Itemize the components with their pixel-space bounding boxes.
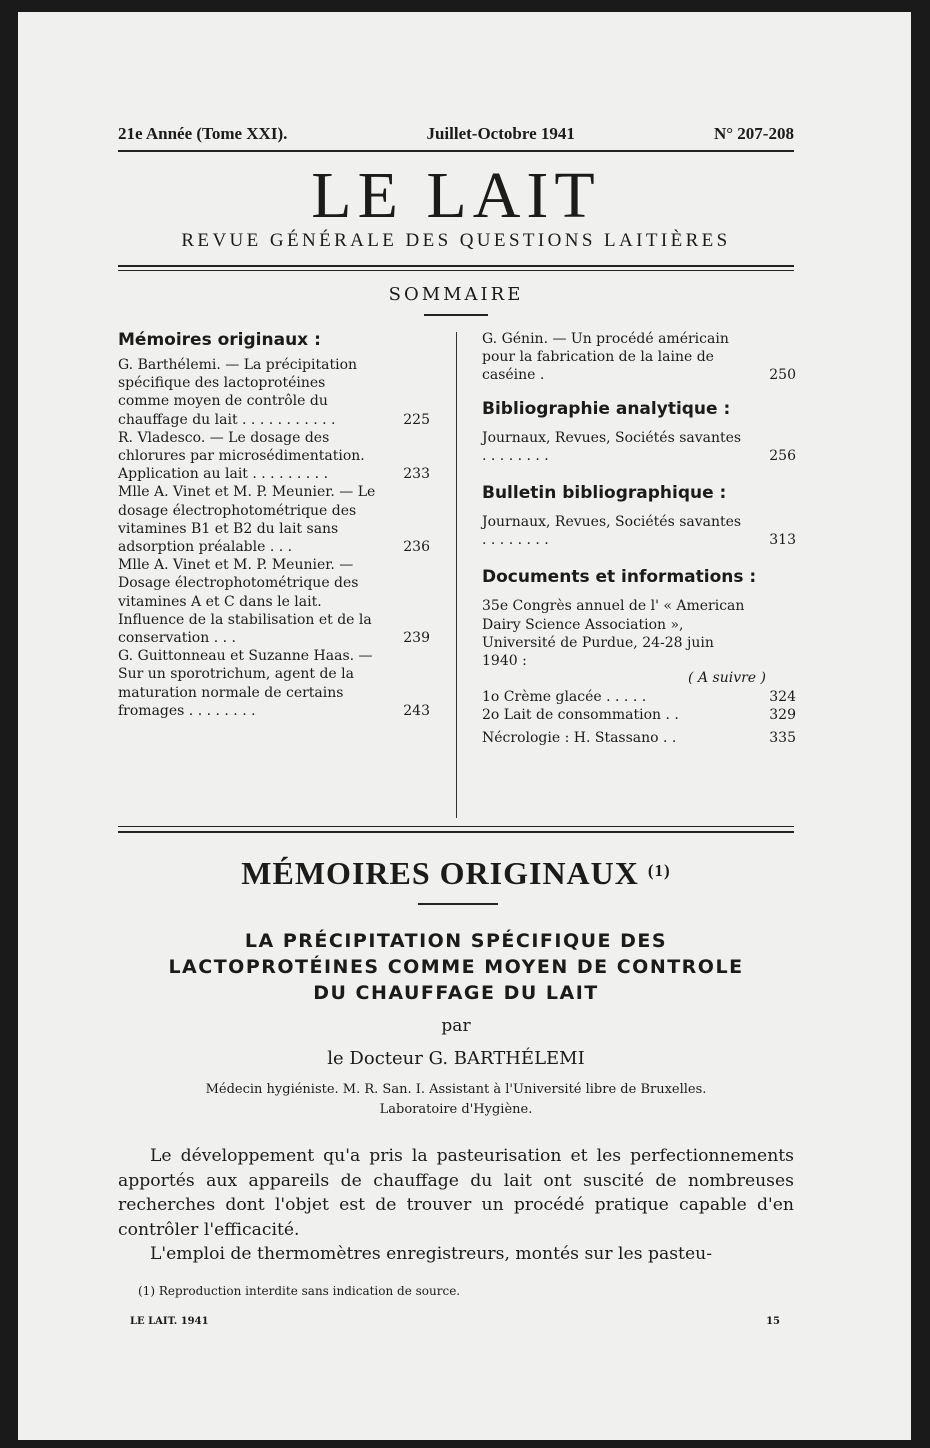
subtitle-rule-top [118, 265, 794, 267]
toc-entry-page: 335 [769, 729, 796, 746]
toc-entry [482, 597, 796, 670]
article-title-line: DU CHAUFFAGE DU LAIT [313, 982, 599, 1004]
sommaire-underline [424, 314, 488, 316]
toc-entry-page: 236 [403, 539, 430, 556]
section-title-text: MÉMOIRES ORIGINAUX [241, 855, 639, 891]
author-name: le Docteur G. BARTHÉLEMI [327, 1048, 585, 1069]
toc-entry [482, 513, 796, 549]
toc-entry-page: 233 [403, 466, 430, 483]
by-label: par [441, 1016, 471, 1036]
affiliation-line: Médecin hygiéniste. M. R. San. I. Assistant à l'Université libre de Bruxelles. [205, 1082, 707, 1097]
sommaire-rule-top [118, 826, 794, 827]
toc-entry-text: Journaux, Revues, Sociétés savantes . . . . . . . . [482, 514, 742, 549]
section-title-underline [418, 903, 498, 905]
toc-entry-page: 225 [403, 411, 430, 428]
issue-date: Juillet-Octobre 1941 [426, 124, 575, 143]
article-body [118, 1144, 794, 1267]
article-title-line: LACTOPROTÉINES COMME MOYEN DE CONTROLE [168, 956, 744, 978]
toc-entry-text: G. Barthélemi. — La précipitation spécifique des lactoprotéines comme moyen de contrôle du chauffage du lait . . . . . . . . . . . [118, 357, 358, 428]
toc-entry [118, 647, 430, 720]
journal-subtitle: REVUE GÉNÉRALE DES QUESTIONS LAITIÈRES [181, 230, 731, 251]
toc-entry-page: 329 [769, 707, 796, 724]
footnote: (1) Reproduction interdite sans indication de source. [138, 1284, 461, 1298]
toc-entry-page: 324 [769, 689, 796, 706]
section-bulletin: Bulletin bibliographique : [482, 483, 727, 504]
sommaire-heading: SOMMAIRE [388, 284, 524, 305]
toc-entry-page: 256 [769, 447, 796, 464]
article-title [118, 928, 794, 1006]
toc-entry [118, 429, 430, 484]
paragraph: L'emploi de thermomètres enregistreurs, montés sur les pasteu- [150, 1244, 713, 1265]
toc-entry [482, 688, 796, 706]
toc-entry [118, 356, 430, 429]
column-divider [456, 332, 457, 818]
toc-entry [482, 729, 796, 747]
toc-entry-text: Journaux, Revues, Sociétés savantes . . . . . . . . [482, 429, 742, 464]
section-title [118, 855, 794, 892]
footer-journal: LE LAIT. 1941 [130, 1316, 209, 1327]
toc-entry-text: R. Vladesco. — Le dosage des chlorures par microsédimentation. Application au lait . . . . . . . . . [118, 429, 365, 483]
toc-entry-page: 243 [403, 702, 430, 719]
header-rule [118, 150, 794, 152]
issue-header [118, 124, 794, 144]
volume-label: 21e Année (Tome XXI). [118, 124, 288, 143]
article-title-line: LA PRÉCIPITATION SPÉCIFIQUE DES [244, 930, 668, 952]
toc-entry-text: Mlle A. Vinet et M. P. Meunier. — Le dosage électrophotométrique des vitamines B1 et B2 du lait sans adsorption préalable . . . [118, 484, 376, 556]
toc-entry-text: 2o Lait de consommation . . [482, 707, 679, 724]
toc-entry-page: 239 [403, 630, 430, 647]
author-affiliation [118, 1080, 794, 1120]
toc-entry [482, 706, 796, 724]
section-bibliographie: Bibliographie analytique : [482, 398, 731, 419]
section-documents: Documents et informations : [482, 567, 757, 588]
journal-title: LE LAIT [311, 159, 601, 232]
affiliation-line: Laboratoire d'Hygiène. [379, 1102, 533, 1117]
sommaire-right-column [482, 330, 796, 747]
subtitle-rule-bottom [118, 270, 794, 271]
issue-number: N° 207-208 [713, 124, 794, 143]
toc-entry-text: G. Guittonneau et Suzanne Haas. — Sur un sporotrichum, agent de la maturation normale de certains fromages . . . . . . . . [118, 648, 373, 719]
sommaire-rule-bottom [118, 831, 794, 833]
page-number: 15 [766, 1316, 780, 1327]
toc-entry [118, 556, 430, 647]
toc-entry-page: 313 [769, 532, 796, 549]
toc-entry [118, 483, 430, 556]
toc-entry-page: 250 [769, 367, 796, 384]
section-memoires: Mémoires originaux : [118, 330, 321, 350]
a-suivre: ( A suivre ) [688, 670, 766, 687]
sommaire-left-column [118, 330, 430, 720]
paragraph: Le développement qu'a pris la pasteurisation et les perfectionnements apportés aux appareils de chauffage du lait ont suscité de nombreuses recherches dont l'objet est de trouver un procédé pratique capable d'en contrôler l'efficacité. [118, 1146, 794, 1240]
toc-entry-text: Nécrologie : H. Stassano . . [482, 729, 677, 746]
toc-entry-text: 1o Crème glacée . . . . . [482, 689, 647, 706]
footnote-marker: (1) [647, 861, 671, 880]
page-footer [130, 1316, 780, 1327]
toc-entry-text: Mlle A. Vinet et M. P. Meunier. — Dosage électrophotométrique des vitamines A et C dans le lait. Influence de la stabilisation et de la conservation . . . [118, 557, 372, 647]
toc-entry [482, 429, 796, 465]
toc-entry-text: 35e Congrès annuel de l' « American Dairy Science Association », Université de Purdue, 24-28 juin 1940 : [482, 598, 745, 670]
toc-entry-text: G. Génin. — Un procédé américain pour la fabrication de la laine de caséine . [482, 331, 729, 384]
toc-entry [482, 330, 796, 385]
